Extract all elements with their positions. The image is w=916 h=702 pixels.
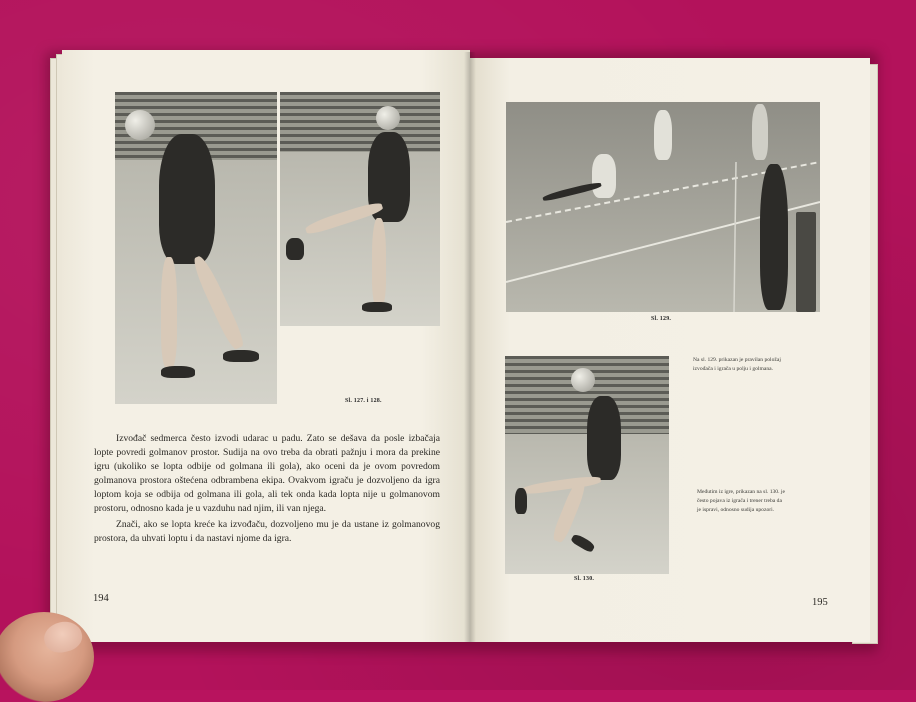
- page-number-right: 195: [812, 597, 828, 608]
- player-shoe: [362, 302, 392, 312]
- player-figure: [592, 154, 616, 198]
- photo-fig-129: [506, 102, 820, 312]
- player-leg: [161, 257, 177, 367]
- ball-icon: [125, 110, 155, 140]
- goalkeeper-figure: [760, 164, 788, 310]
- page-number-left: 194: [93, 593, 109, 604]
- book-gutter: [464, 52, 476, 642]
- goal-post: [796, 212, 816, 312]
- player-shoe: [223, 350, 259, 362]
- paragraph: Znači, ako se lopta kreće ka izvođaču, dozvoljeno mu je da ustane iz golmanovog prostora, da uhvati loptu i da nastavi njome da igra.: [94, 519, 440, 544]
- player-shoe: [286, 238, 304, 260]
- player-figure: [752, 104, 768, 160]
- side-note-fig-129: Na sl. 129. prikazan je pravilan položaj izvođača i igrača u polju i golmana.: [693, 357, 781, 372]
- photo-fig-127: [115, 92, 277, 404]
- ball-icon: [376, 106, 400, 130]
- player-leg: [372, 218, 386, 306]
- ball-icon: [571, 368, 595, 392]
- side-note-fig-130: Međutim iz igre, prikazan na sl. 130. je često pojava iz igrača i trener treba da je ispravi, odnosno sudija upozori.: [697, 489, 785, 513]
- player-shoe: [515, 488, 527, 514]
- player-shoe: [161, 366, 195, 378]
- caption-fig-129: Sl. 129.: [651, 316, 672, 322]
- photo-fig-130: [505, 356, 669, 574]
- player-figure: [654, 110, 672, 160]
- left-page-body-text: [94, 432, 440, 546]
- caption-fig-127-128: Sl. 127. i 128.: [345, 398, 382, 404]
- player-figure: [159, 134, 215, 264]
- photo-fig-128: [280, 92, 440, 326]
- caption-fig-130: Sl. 130.: [574, 576, 595, 582]
- player-figure: [587, 396, 621, 480]
- paragraph: Izvođač sedmerca često izvodi udarac u padu. Zato se dešava da posle izbačaja lopte povredi golmanov prostor. Sudija na ovo treba da obrati pažnju i mora da prekine igru (ukoliko se lopta odbije od golmana ili gola), ako oceni da je ovom povredom golmanova prostora oštećena odbrambena ekipa. Ovakvom igraču je dozvoljeno da igra loptom koja se odbija od golmana ili gola, ali tek onda kada lopta nije u golmanovom prostoru, odnosno kada je u vazduhu nad njim, ili van njega.: [94, 433, 440, 514]
